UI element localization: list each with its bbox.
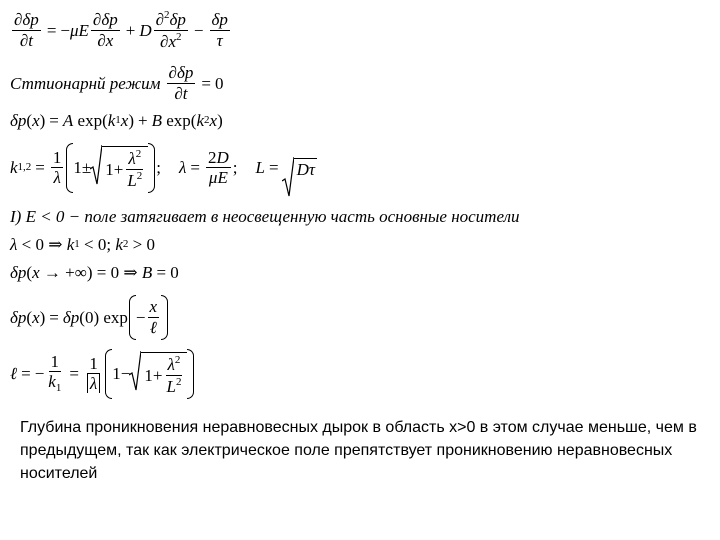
- particular-solution-equation: δp ( x ) = δp (0) exp − $\frac{x}{\text{ℓ}}$: [10, 298, 169, 337]
- boundary-condition-equation: δp ( x → +∞) = 0 ⇒ B = 0: [10, 263, 179, 282]
- general-solution-equation: δp ( x ) = A exp( k 1 x ) + B exp( k 2 x ): [10, 111, 223, 130]
- field-case-line: I) E < 0 − поле затягивает в неосвещенную часть основные носители: [10, 207, 520, 226]
- lambda-sign-equation: λ < 0 ⇒ k 1 < 0; k 2 > 0: [10, 235, 155, 254]
- conclusion-caption: Глубина проникновения неравновесных дырок в область х>0 в этом случае меньше, чем в предыдущем, так как электрическое поле препятствует проникновению неравновесных носителей: [20, 419, 697, 482]
- stationary-regime-equation: Сттионарнй режим $\frac{\partial\delta p}{\partial t}$ = 0: [10, 63, 224, 103]
- roots-equation: k 1,2 = $\frac{1}{\lambda}$ 1± 1+ $\frac{\lambda^2}{L^2}$ ; λ = $\frac{2D}{\mu E}$ ; L = Dτ: [10, 146, 317, 190]
- continuity-equation: $\frac{\partial\delta p}{\partial t}$ = −μE $\frac{\partial\delta p}{\partial x}$ + D $\frac{\partial^2\delta p}{\partial x^2}$ − $\frac{\delta p}{\tau}$: [14, 9, 228, 51]
- stationary-label: Сттионарнй режим: [10, 73, 161, 93]
- penetration-depth-equation: ℓ = − $\frac{1}{k_1}$ = $\frac{1}{\lambda}$ 1− 1+ $\frac{\lambda^2}{L^2}$: [10, 352, 195, 396]
